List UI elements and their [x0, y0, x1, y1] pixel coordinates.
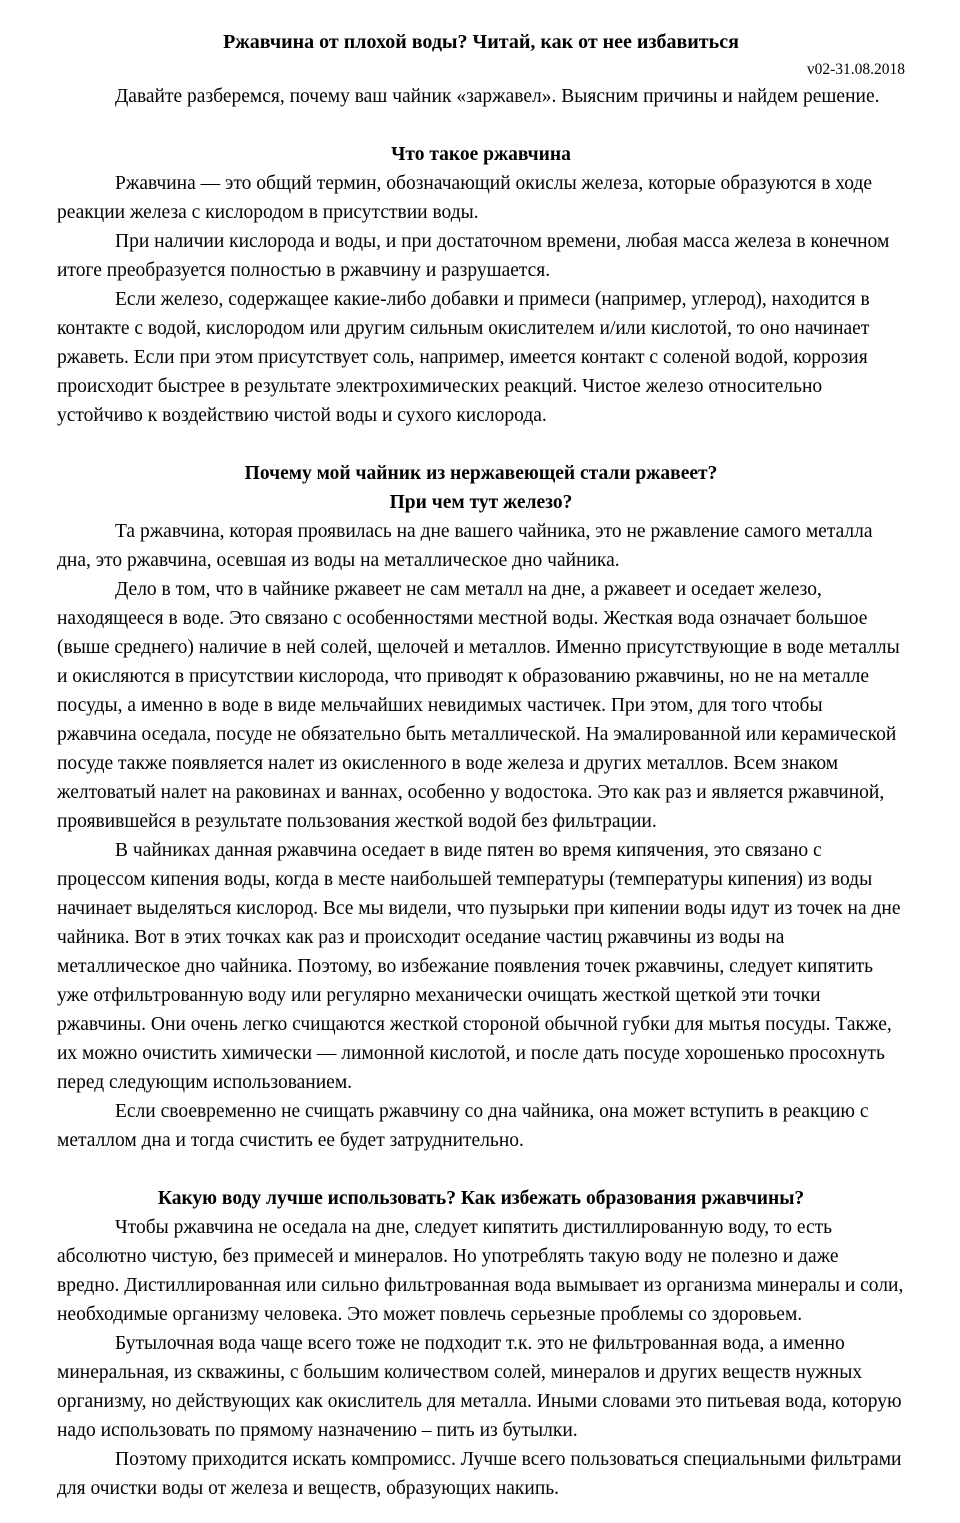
paragraph: При наличии кислорода и воды, и при достаточном времени, любая масса железа в конечном итоге преобразуется полностью в ржавчину и разрушается.	[57, 231, 890, 281]
paragraph: Ржавчина — это общий термин, обозначающий окислы железа, которые образуются в ходе реакции железа с кислородом в присутствии воды.	[57, 173, 873, 223]
document-title: Ржавчина от плохой воды? Читай, как от нее избавиться	[223, 31, 739, 53]
paragraph: Чтобы ржавчина не оседала на дне, следует кипятить дистиллированную воду, то есть абсолютно чистую, без примесей и минералов. Но употреблять такую воду не полезно и даже вредно. Дистиллированная или сильно фильтрованная вода вымывает из организма минералы и соли, необходимые организму человека. Это может повлечь серьезные проблемы со здоровьем.	[57, 1217, 904, 1325]
paragraph: Дело в том, что в чайнике ржавеет не сам металл на дне, а ржавеет и оседает железо, находящееся в воде. Это связано с особенностями местной воды. Жесткая вода означает большое (выше среднего) наличие в ней солей, щелочей и металлов. Именно присутствующие в воде металлы и окисляются в присутствии кислорода, что приводят к образованию ржавчины, но не на металле посуды, а именно в воде в виде мельчайших невидимых частичек. При этом, для того чтобы ржавчина оседала, посуде не обязательно быть металлической. На эмалированной или керамической посуде также появляется налет из окисленного в воде железа и других металлов. Всем знаком желтоватый налет на раковинах и ваннах, особенно у водостока. Это как раз и является ржавчиной, проявившейся в результате пользования жесткой водой без фильтрации.	[57, 579, 900, 832]
paragraph: Поэтому приходится искать компромисс. Лучше всего пользоваться специальными фильтрами для очистки воды от железа и веществ, образующих накипь.	[57, 1449, 902, 1499]
version-label: v02-31.08.2018	[806, 61, 905, 78]
intro-paragraph: Давайте разберемся, почему ваш чайник «заржавел». Выясним причины и найдем решение.	[115, 86, 880, 107]
paragraph: Если своевременно не счищать ржавчину со дна чайника, она может вступить в реакцию с металлом дна и тогда счистить ее будет затруднительно.	[57, 1101, 869, 1151]
section-heading-what-is-rust: Что такое ржавчина	[391, 144, 571, 165]
section-heading-which-water: Какую воду лучше использовать? Как избежать образования ржавчины?	[157, 1188, 805, 1209]
paragraph: Та ржавчина, которая проявилась на дне вашего чайника, это не ржавление самого металла дна, это ржавчина, осевшая из воды на металлическое дно чайника.	[57, 521, 873, 571]
paragraph: В чайниках данная ржавчина оседает в виде пятен во время кипячения, это связано с процессом кипения воды, когда в месте наибольшей температуры (температуры кипения) из воды начинает выделяться кислород. Все мы видели, что пузырьки при кипении воды идут из точек на дне чайника. Вот в этих точках как раз и происходит оседание частиц ржавчины из воды на металлическое дно чайника. Поэтому, во избежание появления точек ржавчины, следует кипятить уже отфильтрованную воду или регулярно механически очищать жесткой щеткой эти точки ржавчины. Они очень легко счищаются жесткой стороной обычной губки для мытья посуды. Также, их можно очистить химически — лимонной кислотой, и после дать посуде хорошенько просохнуть перед следующим использованием.	[57, 840, 901, 1093]
section-subheading-why-iron: При чем тут железо?	[389, 492, 573, 513]
section-heading-why-kettle-rusts: Почему мой чайник из нержавеющей стали ржавеет?	[244, 463, 718, 484]
paragraph: Бутылочная вода чаще всего тоже не подходит т.к. это не фильтрованная вода, а именно минеральная, из скважины, с большим количеством солей, минералов и других веществ нужных организму, но действующих как окислитель для металла. Иными словами это питьевая вода, которую надо использовать по прямому назначению – пить из бутылки.	[57, 1333, 902, 1441]
paragraph: Если железо, содержащее какие-либо добавки и примеси (например, углерод), находится в контакте с водой, кислородом или другим сильным окислителем и/или кислотой, то оно начинает ржаветь. Если при этом присутствует соль, например, имеется контакт с соленой водой, коррозия происходит быстрее в результате электрохимических реакций. Чистое железо относительно устойчиво к воздействию чистой воды и сухого кислорода.	[57, 289, 870, 426]
